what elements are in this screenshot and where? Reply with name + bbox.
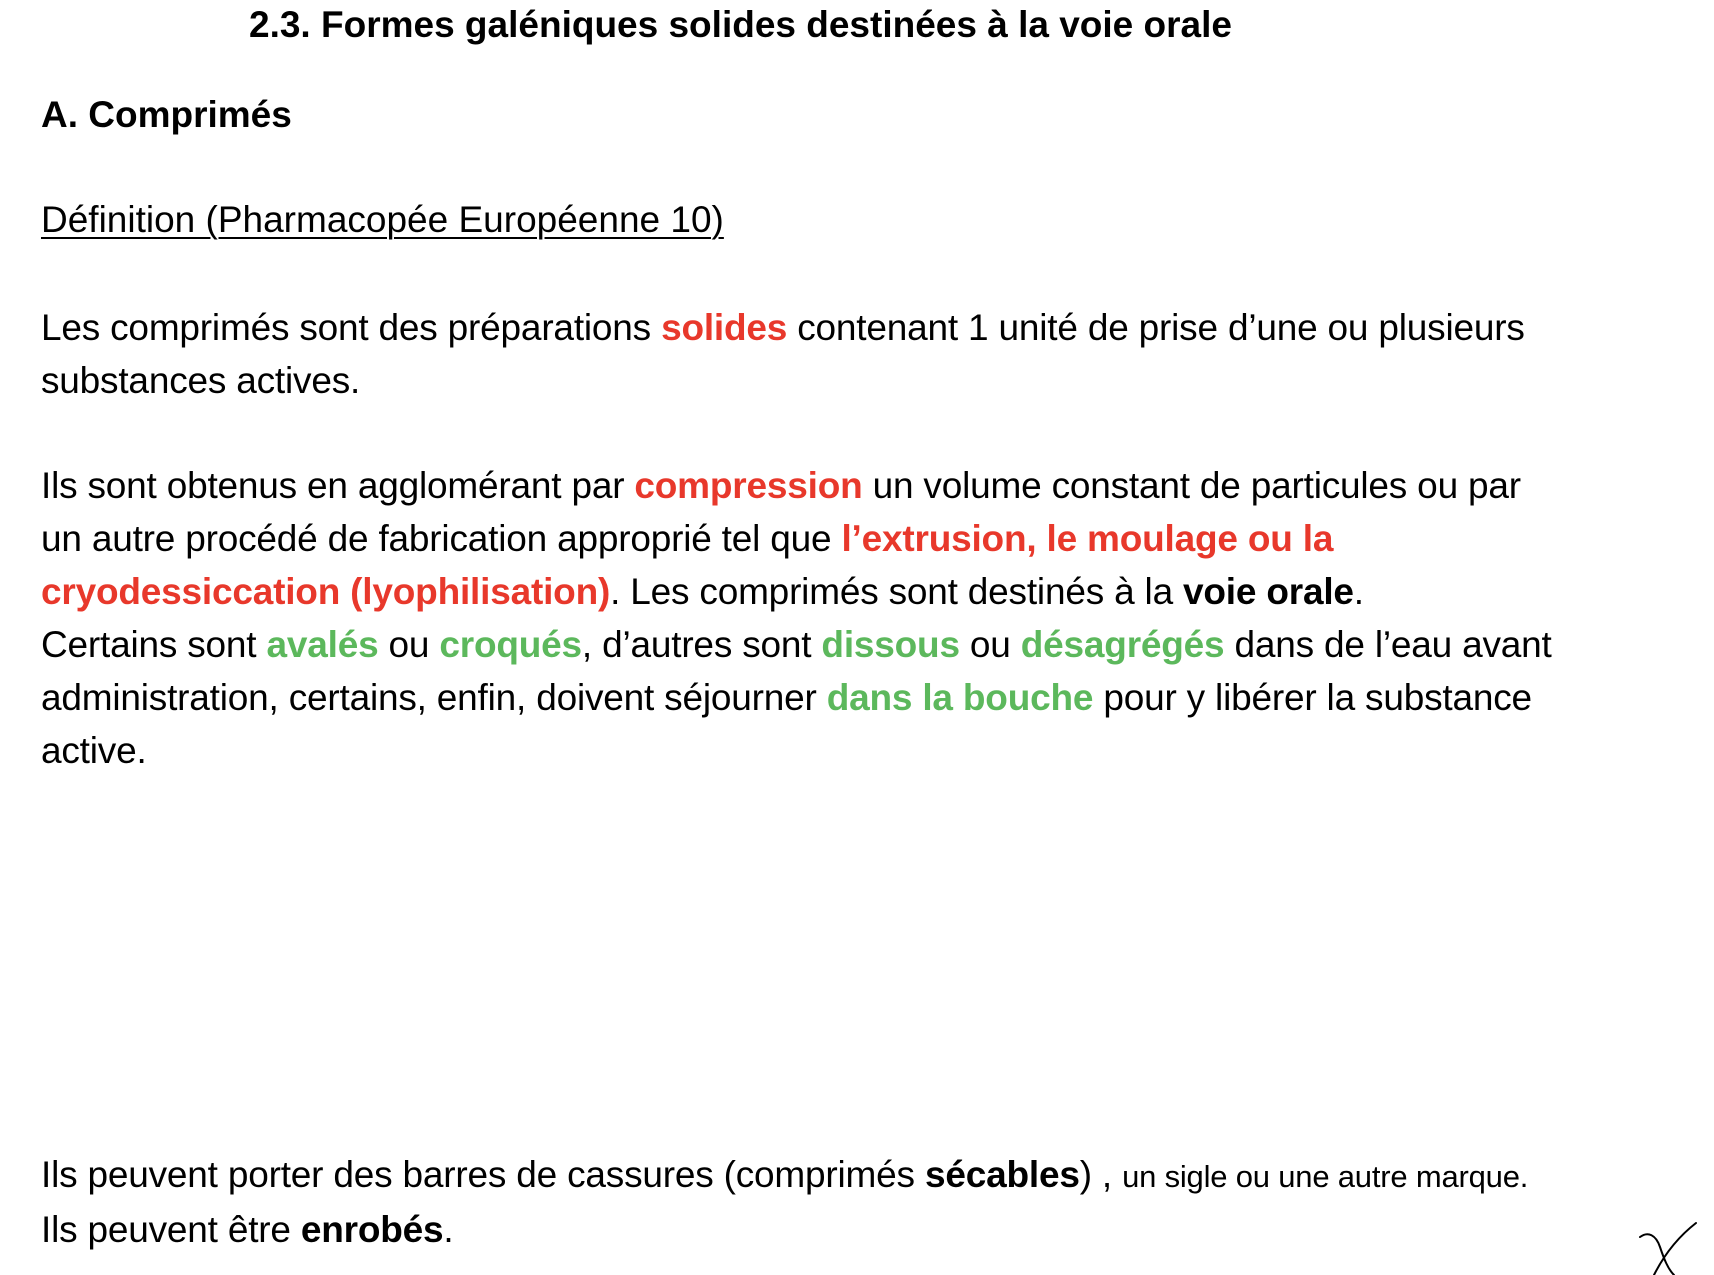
definition-paragraph	[41, 301, 1691, 407]
text-run: .	[443, 1209, 454, 1250]
text-line: active.	[41, 730, 147, 771]
text-run: . Les comprimés sont destinés à la	[610, 571, 1184, 612]
highlight-red: cryodessiccation (lyophilisation)	[41, 571, 611, 612]
text-line	[41, 671, 1691, 724]
text-line	[41, 1148, 1691, 1203]
marking-paragraph	[41, 1148, 1691, 1256]
text-run: ou	[378, 624, 440, 665]
text-run: pour y libérer la substance	[1093, 677, 1532, 718]
text-run: Ils sont obtenus en agglomérant par	[41, 465, 635, 506]
text-run: Ils peuvent porter des barres de cassures (comprimés	[41, 1154, 925, 1195]
highlight-green: dissous	[821, 624, 960, 665]
text-line	[41, 1203, 1691, 1256]
text-run: dans de l’eau avant	[1224, 624, 1552, 665]
bold-term: sécables	[924, 1154, 1080, 1195]
text-run: Les comprimés sont des préparations	[41, 307, 662, 348]
text-run: un autre procédé de fabrication approprié tel que	[41, 518, 842, 559]
highlight-red: solides	[661, 307, 788, 348]
highlight-green: dans la bouche	[826, 677, 1094, 718]
definition-heading: Définition (Pharmacopée Européenne 10)	[41, 199, 724, 240]
highlight-green: désagrégés	[1020, 624, 1225, 665]
bold-term: voie orale	[1183, 571, 1354, 612]
small-text-run: un sigle ou une autre marque.	[1122, 1159, 1529, 1194]
highlight-green: croqués	[439, 624, 582, 665]
text-line: substances actives.	[41, 360, 361, 401]
text-run: ) ,	[1079, 1154, 1123, 1195]
highlight-red: l’extrusion, le moulage ou la	[841, 518, 1334, 559]
manufacturing-paragraph	[41, 459, 1691, 777]
text-line	[41, 301, 1691, 354]
text-line	[41, 618, 1691, 671]
text-line	[41, 512, 1691, 565]
text-line	[41, 565, 1691, 618]
page-title: 2.3. Formes galéniques solides destinées à la voie orale	[249, 4, 1232, 45]
bold-term: enrobés	[300, 1209, 444, 1250]
text-run: un volume constant de particules ou par	[862, 465, 1521, 506]
text-line	[41, 459, 1691, 512]
text-run: , d’autres sont	[581, 624, 822, 665]
text-run: ou	[959, 624, 1021, 665]
highlight-green: avalés	[266, 624, 379, 665]
text-run: Ils peuvent être	[41, 1209, 301, 1250]
pen-scribble-icon	[1634, 1215, 1714, 1275]
text-run: contenant 1 unité de prise d’une ou plusieurs	[787, 307, 1525, 348]
highlight-red: compression	[634, 465, 863, 506]
text-run: .	[1353, 571, 1364, 612]
text-run: administration, certains, enfin, doivent séjourner	[41, 677, 827, 718]
text-run: Certains sont	[41, 624, 267, 665]
section-heading: A. Comprimés	[41, 94, 292, 135]
